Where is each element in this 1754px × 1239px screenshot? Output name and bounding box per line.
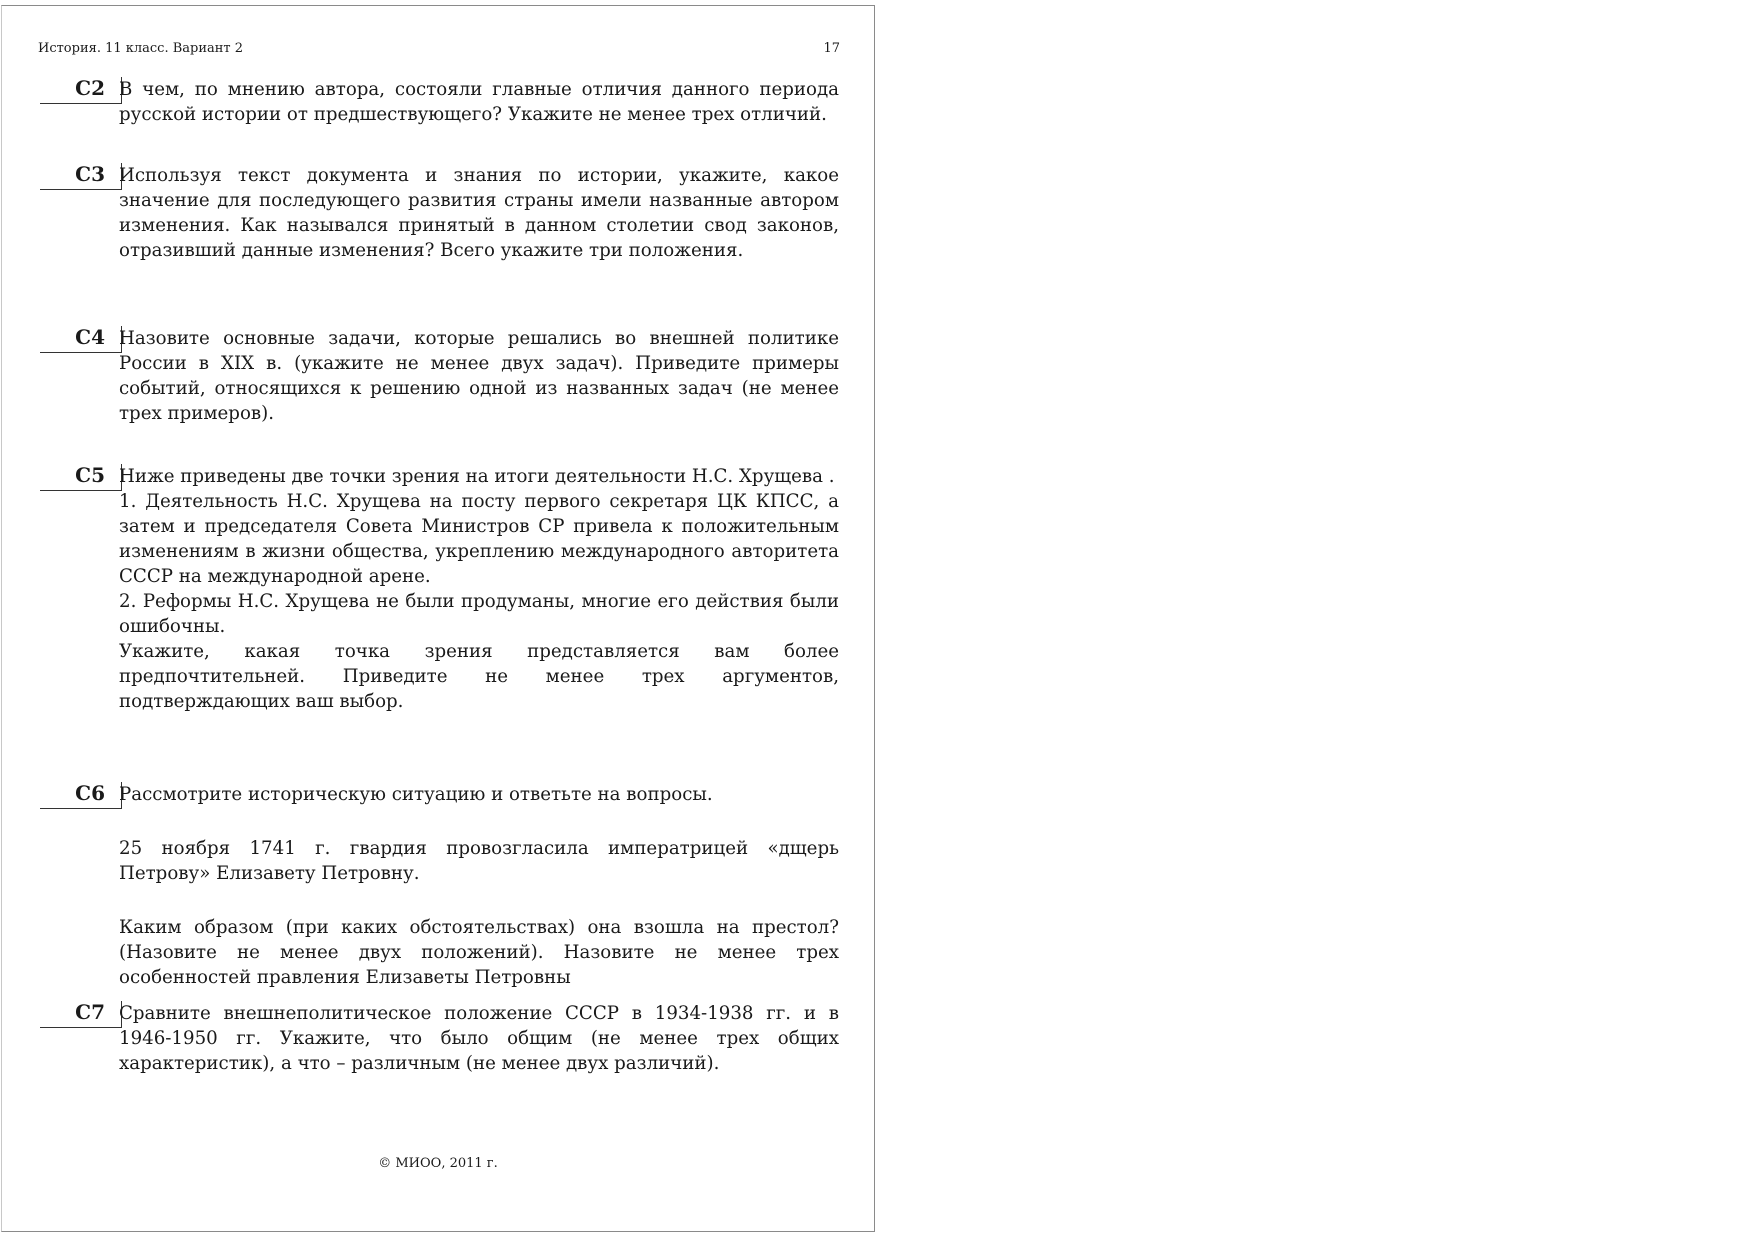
page-number: 17 (823, 41, 840, 56)
task-paragraph: Рассмотрите историческую ситуацию и ответьте на вопросы. (119, 784, 713, 805)
task-paragraph: Назовите основные задачи, которые решались во внешней политике России в XIX в. (укажите не менее двух задач). Приведите примеры событий, относящихся к решению одной из названных задач (не менее трех примеров). (119, 328, 839, 424)
task-paragraph: Укажите, какая точка зрения представляется вам более предпочтительней. Приведите не менее трех аргументов, подтверждающих ваш выбор. (119, 641, 839, 712)
task-paragraph: Сравните внешнеполитическое положение СССР в 1934-1938 гг. и в 1946-1950 гг. Укажите, что было общим (не менее трех общих характеристик), а что – различным (не менее двух различий). (119, 1003, 839, 1074)
page-footer (2, 1156, 874, 1171)
task-label: C2 (40, 77, 122, 104)
task-paragraph: Используя текст документа и знания по истории, укажите, какое значение для последующего развития страны имели названные автором изменения. Как назывался принятый в данном столетии свод законов, отразивший данные изменения? Всего укажите три положения. (119, 165, 839, 261)
copyright: © МИОО, 2011 г. (378, 1156, 498, 1171)
task-paragraph: 1. Деятельность Н.С. Хрущева на посту первого секретаря ЦК КПСС, а затем и председателя Совета Министров СР привела к положительным изменениям в жизни общества, укреплению международного авторитета СССР на международной арене. (119, 491, 839, 587)
task-text (119, 326, 839, 426)
task-label: C4 (40, 326, 122, 353)
task-paragraph: Ниже приведены две точки зрения на итоги деятельности Н.С. Хрущева . (119, 466, 835, 487)
task-text (119, 163, 839, 263)
task-paragraph: 25 ноября 1741 г. гвардия провозгласила императрицей «дщерь Петрову» Елизавету Петровну. (119, 838, 839, 884)
task-paragraph: Каким образом (при каких обстоятельствах) она взошла на престол? (Назовите не менее двух положений). Назовите не менее трех особенностей правления Елизаветы Петровны (119, 917, 839, 988)
task-label: C6 (40, 782, 122, 809)
task-text (119, 1001, 839, 1076)
task-label: C3 (40, 163, 122, 190)
task-text (119, 77, 839, 127)
task-paragraph: В чем, по мнению автора, состояли главные отличия данного периода русской истории от предшествующего? Укажите не менее трех отличий. (119, 79, 839, 125)
task-text (119, 464, 839, 714)
document-page (1, 5, 875, 1232)
page-header (38, 41, 840, 56)
task-label: C5 (40, 464, 122, 491)
task-label: C7 (40, 1001, 122, 1028)
header-title: История. 11 класс. Вариант 2 (38, 41, 244, 56)
task-paragraph: 2. Реформы Н.С. Хрущева не были продуманы, многие его действия были ошибочны. (119, 591, 839, 637)
task-text (119, 782, 839, 990)
